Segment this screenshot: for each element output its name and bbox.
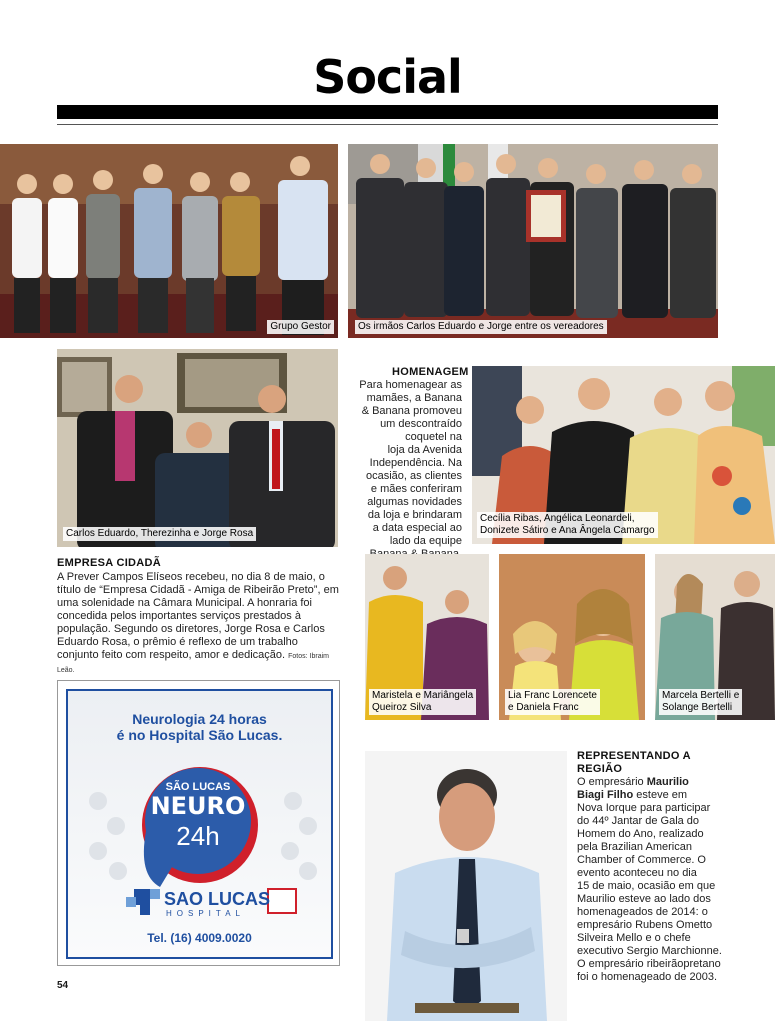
title-rule-thin bbox=[57, 124, 718, 125]
caption-grupo-gestor: Grupo Gestor bbox=[267, 320, 334, 334]
caption-marcela-line: Marcela Bertelli e bbox=[662, 690, 740, 701]
caption-homenagem bbox=[477, 512, 658, 538]
representando-text-plain: O empresário bbox=[577, 776, 647, 788]
representando-line: Silveira Mello e o chefe bbox=[577, 932, 691, 944]
caption-marcela bbox=[659, 689, 742, 715]
title-rule bbox=[57, 105, 718, 119]
caption-maristela-line: Queiroz Silva bbox=[372, 702, 432, 713]
photo-maristela bbox=[365, 554, 489, 720]
representando-line: pela Brazilian American bbox=[577, 841, 692, 853]
representando-name: Maurilio bbox=[646, 776, 689, 788]
empresa-body: A Prever Campos Elíseos recebeu, no dia 8 de maio, o título de “Empresa Cidadã - Amiga de Ribeirão Preto”, em uma solenidade na Câmara Municipal. A honraria foi concedida pelos importantes serviços prestados à população. Segundo os diretores, Jorge Rosa e Carlos Eduardo Rosa, o prêmio é reflexo de um trabalho conjunto feito com respeito, amor e dedicação. bbox=[57, 571, 339, 661]
photo-lia bbox=[499, 554, 645, 720]
representando-line: Nova Iorque para participar bbox=[577, 802, 711, 814]
caption-maristela bbox=[369, 689, 476, 715]
homenagem-line: Independência. Na bbox=[369, 457, 462, 469]
photo-homenagem-group bbox=[472, 366, 775, 544]
homenagem-line: mamães, a Banana bbox=[366, 392, 462, 404]
ad-logo-sub: HOSPITAL bbox=[166, 909, 245, 918]
photo-maurilio-image bbox=[365, 751, 567, 1021]
homenagem-line: Para homenagear as bbox=[359, 379, 462, 391]
caption-homenagem-line: Donizete Sátiro e Ana Ângela Camargo bbox=[480, 525, 655, 536]
homenagem-line: lado da equipe bbox=[389, 535, 462, 547]
hospital-ad-panel bbox=[66, 689, 333, 959]
caption-lia-line: Lia Franc Lorencete bbox=[508, 690, 597, 701]
photo-marcela bbox=[655, 554, 775, 720]
homenagem-line: e mães conferiram bbox=[370, 483, 462, 495]
caption-irmaos: Os irmãos Carlos Eduardo e Jorge entre os vereadores bbox=[355, 320, 607, 334]
photo-carlos-therezinha-image bbox=[57, 349, 338, 547]
representando-heading bbox=[577, 750, 691, 776]
representando-line: executivo Sergio Marchionne. bbox=[577, 945, 722, 957]
homenagem-line: algumas novidades bbox=[367, 496, 462, 508]
representando-line: Maurilio esteve ao lado dos bbox=[577, 893, 711, 905]
homenagem-line: coquetel na bbox=[405, 431, 462, 443]
representando-line: Chamber of Commerce. O bbox=[577, 854, 706, 866]
empresa-heading: EMPRESA CIDADÃ bbox=[57, 557, 162, 569]
caption-homenagem-line: Cecília Ribas, Angélica Leonardeli, bbox=[480, 513, 635, 524]
ad-badge-top: SÃO LUCAS bbox=[165, 781, 231, 793]
caption-carlos-therezinha: Carlos Eduardo, Therezinha e Jorge Rosa bbox=[63, 527, 256, 541]
representando-line: O empresário ribeirãopretano bbox=[577, 958, 721, 970]
homenagem-line: ocasião, as clientes bbox=[366, 470, 462, 482]
representando-name: Biagi Filho bbox=[577, 789, 634, 801]
homenagem-line: loja da Avenida bbox=[387, 444, 462, 456]
ad-badge-sub: 24h bbox=[176, 821, 220, 851]
representando-text-plain: esteve em bbox=[633, 789, 688, 801]
caption-marcela-line: Solange Bertelli bbox=[662, 702, 733, 713]
ad-logo-name: SAO LUCAS bbox=[164, 889, 271, 909]
empresa-text bbox=[57, 571, 341, 677]
homenagem-line: da loja e brindaram bbox=[367, 509, 462, 521]
photo-irmaos-vereadores bbox=[348, 144, 718, 338]
ad-badge-main: NEURO bbox=[150, 792, 246, 820]
representando-line: foi o homenageado de 2003. bbox=[577, 971, 718, 983]
representando-line: homenageados de 2014: o bbox=[577, 906, 708, 918]
representando-line: empresário Rubens Ometto bbox=[577, 919, 713, 931]
photo-irmaos-image bbox=[348, 144, 718, 338]
representando-line: evento aconteceu no dia bbox=[577, 867, 697, 879]
caption-lia bbox=[505, 689, 600, 715]
photo-grupo-gestor bbox=[0, 144, 338, 338]
homenagem-heading: HOMENAGEM bbox=[392, 366, 469, 378]
representando-line: 15 de maio, ocasião em que bbox=[577, 880, 716, 892]
representando-line: do 44º Jantar de Gala do bbox=[577, 815, 700, 827]
ad-phone: Tel. (16) 4009.0020 bbox=[147, 931, 252, 945]
ad-headline-line: Neurologia 24 horas bbox=[132, 711, 267, 727]
homenagem-line: um descontraído bbox=[380, 418, 462, 430]
ad-headline-line: é no Hospital São Lucas. bbox=[116, 727, 283, 743]
caption-lia-line: e Daniela Franc bbox=[508, 702, 579, 713]
page-title: Social bbox=[313, 50, 462, 104]
photo-maurilio bbox=[365, 751, 567, 1021]
page-number: 54 bbox=[57, 980, 69, 991]
representando-heading-line: REGIÃO bbox=[577, 763, 623, 775]
representando-heading-line: REPRESENTANDO A bbox=[577, 750, 691, 762]
photo-carlos-therezinha bbox=[57, 349, 338, 547]
homenagem-line: & Banana promoveu bbox=[361, 405, 462, 417]
homenagem-text bbox=[358, 379, 462, 561]
hospital-ad bbox=[57, 680, 340, 966]
photo-grupo-gestor-image bbox=[0, 144, 338, 338]
representando-line: Homem do Ano, realizado bbox=[577, 828, 704, 840]
representando-text bbox=[577, 776, 757, 984]
homenagem-line: a data especial ao bbox=[372, 522, 462, 534]
caption-maristela-line: Maristela e Mariângela bbox=[372, 690, 474, 701]
photo-credit: Fotos: Ibraim Leão. bbox=[57, 653, 329, 674]
